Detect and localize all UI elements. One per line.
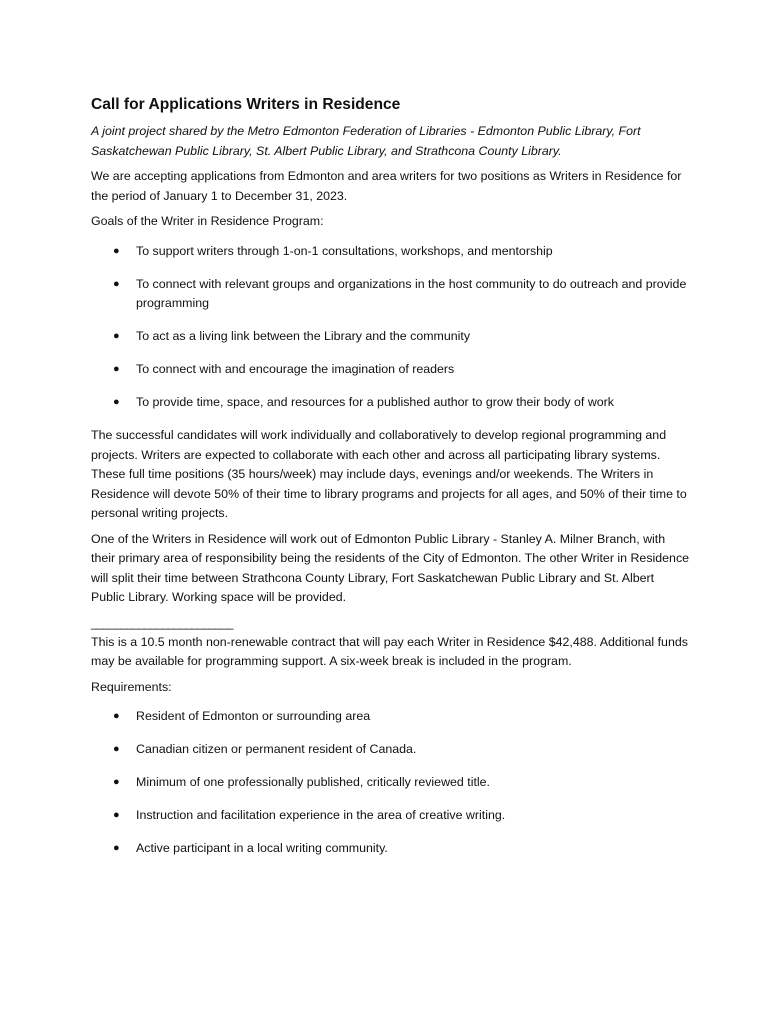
list-item — [91, 839, 691, 859]
goals-heading: Goals of the Writer in Residence Program: — [91, 214, 324, 228]
document-subtitle: A joint project shared by the Metro Edmonton Federation of Libraries - Edmonton Public Library, Fort Saskatchewan Public Library, St. Albert Public Library, and Strathcona County Library. — [91, 124, 641, 158]
document-page — [91, 94, 691, 872]
list-item — [91, 773, 691, 793]
contract-paragraph: This is a 10.5 month non-renewable contract that will pay each Writer in Residence $42,488. Additional funds may be available for programming support. A six-week break is included in the program. — [91, 634, 688, 668]
list-item — [91, 327, 691, 347]
requirement-text: Minimum of one professionally published, critically reviewed title. — [136, 775, 490, 789]
list-item — [91, 360, 691, 380]
goal-text: To act as a living link between the Library and the community — [136, 329, 471, 343]
goal-text: To connect with and encourage the imagination of readers — [136, 362, 455, 376]
intro-paragraph: We are accepting applications from Edmonton and area writers for two positions as Writers in Residence for the period of January 1 to December 31, 2023. — [91, 169, 682, 203]
list-item — [91, 806, 691, 826]
list-item — [91, 242, 691, 262]
bullet-icon: ● — [113, 330, 120, 342]
requirement-text: Active participant in a local writing community. — [136, 841, 388, 855]
list-item — [91, 740, 691, 760]
bullet-icon: ● — [113, 776, 120, 788]
requirements-list — [91, 707, 691, 859]
candidates-paragraph: The successful candidates will work individually and collaboratively to develop regional programming and projects. Writers are expected to collaborate with each other and across all participating library systems. These full time positions (35 hours/week) may include days, evenings and/or weekends. The Writers in Residence will devote 50% of their time to library programs and projects for all ages, and 50% of their time to personal writing projects. — [91, 428, 687, 520]
locations-paragraph: One of the Writers in Residence will work out of Edmonton Public Library - Stanley A. Milner Branch, with their primary area of responsibility being the residents of the City of Edmonton. The other Writer in Residence will split their time between Strathcona County Library, Fort Saskatchewan Public Library and St. Albert Public Library. Working space will be provided. — [91, 531, 690, 604]
bullet-icon: ● — [113, 842, 120, 854]
document-title: Call for Applications Writers in Residence — [91, 96, 401, 113]
requirement-text: Canadian citizen or permanent resident of Canada. — [136, 742, 417, 756]
bullet-icon: ● — [113, 809, 120, 821]
list-item — [91, 393, 691, 413]
bullet-icon: ● — [113, 396, 120, 408]
goal-text: To connect with relevant groups and organizations in the host community to do outreach and provide programming — [136, 276, 687, 310]
requirement-text: Resident of Edmonton or surrounding area — [136, 709, 371, 723]
separator-line: ________________________ — [91, 615, 233, 630]
requirements-heading: Requirements: — [91, 679, 172, 694]
bullet-icon: ● — [113, 743, 120, 755]
goal-text: To support writers through 1-on-1 consultations, workshops, and mentorship — [136, 243, 553, 258]
bullet-icon: ● — [113, 244, 120, 257]
bullet-icon: ● — [113, 363, 120, 375]
bullet-icon: ● — [113, 277, 120, 290]
list-item — [91, 275, 691, 314]
goal-text: To provide time, space, and resources for a published author to grow their body of work — [136, 395, 614, 409]
list-item — [91, 707, 691, 727]
goals-list — [91, 242, 691, 413]
bullet-icon: ● — [113, 710, 120, 722]
requirement-text: Instruction and facilitation experience in the area of creative writing. — [136, 808, 506, 822]
